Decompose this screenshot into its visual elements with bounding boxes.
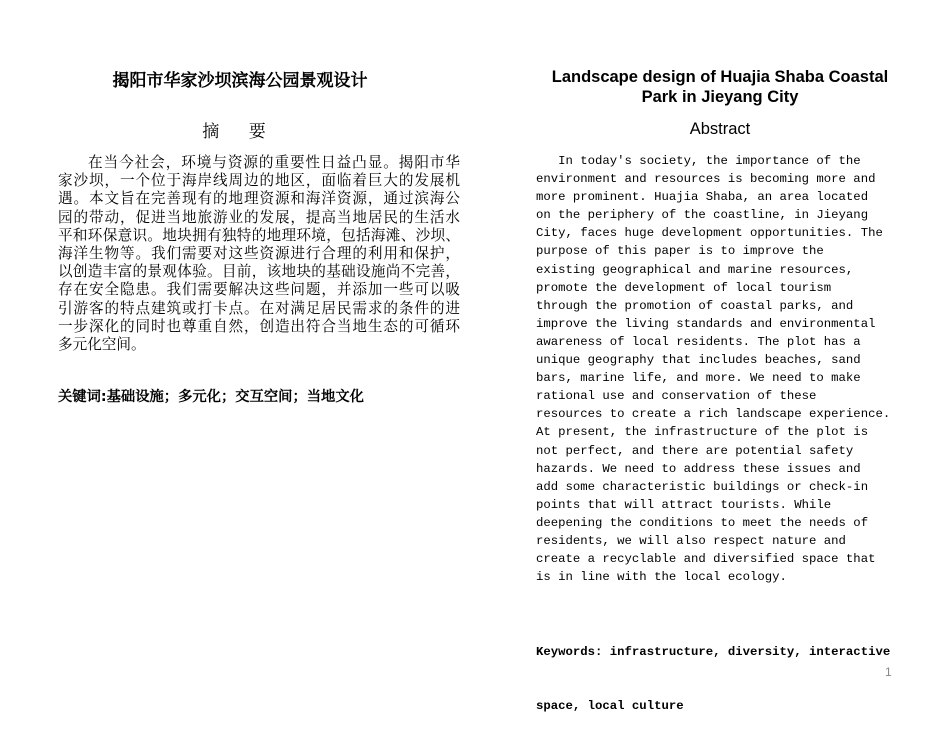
english-title [530,67,910,107]
text-line: 以创造丰富的景观体验。目前，该地块的基础设施尚不完善， [58,263,460,281]
title-line: Park in Jieyang City [641,88,799,106]
english-keywords [536,607,890,734]
text-line: resources to create a rich landscape experience. [536,407,891,422]
text-line: environment and resources is becoming more and [536,172,876,187]
chinese-keywords: 关键词:基础设施；多元化；交互空间；当地文化 [58,389,364,405]
text-line: 一步深化的同时也尊重自然，创造出符合当地生态的可循环 [58,317,460,335]
english-abstract-body [536,152,890,586]
text-line: 海洋生物等。我们需要对这些资源进行合理的利用和保护， [58,245,460,263]
chinese-abstract-heading: 摘 要 [202,122,278,142]
chinese-title: 揭阳市华家沙坝滨海公园景观设计 [112,71,368,91]
page-number: 1 [885,665,892,679]
text-line: create a recyclable and diversified space that [536,552,876,567]
text-line: 在当今社会，环境与资源的重要性日益凸显。揭阳市华 [88,154,460,171]
text-line: unique geography that includes beaches, sand [536,353,861,368]
text-line: promote the development of local tourism [536,280,832,295]
text-line: purpose of this paper is to improve the [536,244,824,259]
text-line: 园的带动，促进当地旅游业的发展，提高当地居民的生活水 [58,208,460,226]
text-line: improve the living standards and environmental [536,316,876,331]
text-line: existing geographical and marine resources, [536,262,854,277]
text-line: residents, we will also respect nature and [536,533,846,548]
text-line: 遇。本文旨在完善现有的地理资源和海洋资源，通过滨海公 [58,190,460,208]
text-line: on the periphery of the coastline, in Jieyang [536,208,869,223]
text-line: 存在安全隐患。我们需要解决这些问题，并添加一些可以吸 [58,281,460,299]
text-line: City, faces huge development opportunities. The [536,226,883,241]
keywords-line: space, local culture [536,699,684,714]
text-line: is in line with the local ecology. [536,570,787,585]
text-line: 多元化空间。 [58,336,146,354]
keywords-line: Keywords: infrastructure, diversity, interactive [536,645,891,660]
text-line: rational use and conservation of these [536,389,817,404]
text-line: points that will attract tourists. While [536,497,832,512]
text-line: At present, the infrastructure of the plot is [536,425,869,440]
text-line: 家沙坝，一个位于海岸线周边的地区，面临着巨大的发展机 [58,172,460,190]
title-line: Landscape design of Huajia Shaba Coastal [551,68,889,86]
text-line: In today's society, the importance of the [536,154,861,168]
text-line: awareness of local residents. The plot has a [536,334,861,349]
english-abstract-heading: Abstract [689,120,751,138]
text-line: bars, marine life, and more. We need to make [536,371,861,386]
text-line: through the promotion of coastal parks, and [536,298,854,313]
chinese-abstract-body [58,154,460,354]
text-line: more prominent. Huajia Shaba, an area located [536,190,869,205]
text-line: add some characteristic buildings or check-in [536,479,869,494]
text-line: 平和环保意识。地块拥有独特的地理环境，包括海滩、沙坝、 [58,226,460,244]
text-line: 引游客的特点建筑或打卡点。在对满足居民需求的条件的进 [58,299,460,317]
text-line: hazards. We need to address these issues and [536,461,861,476]
text-line: not perfect, and there are potential safety [536,443,854,458]
text-line: deepening the conditions to meet the needs of [536,515,869,530]
